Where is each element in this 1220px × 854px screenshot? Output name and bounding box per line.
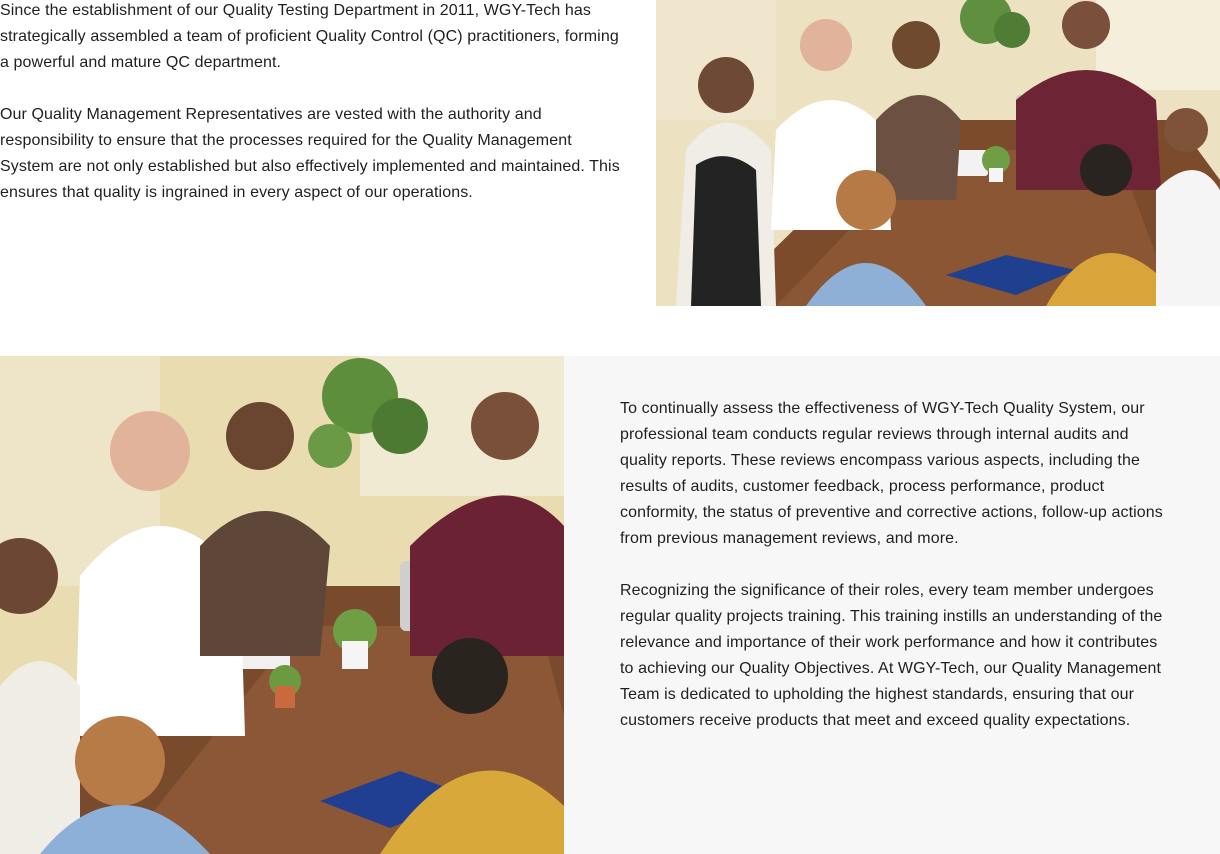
intro-text-block	[0, 0, 622, 232]
team-meeting-illustration-large	[0, 356, 564, 854]
team-meeting-photo-large	[0, 356, 564, 854]
team-meeting-photo	[656, 0, 1220, 306]
team-meeting-illustration	[656, 0, 1220, 306]
quality-intro-section	[0, 0, 1220, 306]
review-paragraph-2: Recognizing the significance of their roles, every team member undergoes regular quality projects training. This training instills an understanding of the relevance and importance of their work performance and how it contributes to achieving our Quality Objectives. At WGY-Tech, our Quality Management Team is dedicated to upholding the highest standards, ensuring that our customers receive products that meet and exceed quality expectations.	[620, 582, 1163, 729]
review-text-block	[620, 396, 1168, 760]
intro-paragraph-2: Our Quality Management Representatives are vested with the authority and responsibility to ensure that the processes required for the Quality Management System are not only established but also effectively implemented and maintained. This ensures that quality is ingrained in every aspect of our operations.	[0, 106, 620, 201]
quality-review-section	[564, 356, 1220, 854]
review-paragraph-1: To continually assess the effectiveness of WGY-Tech Quality System, our professional team conducts regular reviews through internal audits and quality reports. These reviews encompass various aspects, including the results of audits, customer feedback, process performance, product conformity, the status of preventive and corrective actions, follow-up actions from previous management reviews, and more.	[620, 400, 1163, 547]
intro-paragraph-1: Since the establishment of our Quality Testing Department in 2011, WGY-Tech has strategically assembled a team of proficient Quality Control (QC) practitioners, forming a powerful and mature QC department.	[0, 2, 619, 71]
